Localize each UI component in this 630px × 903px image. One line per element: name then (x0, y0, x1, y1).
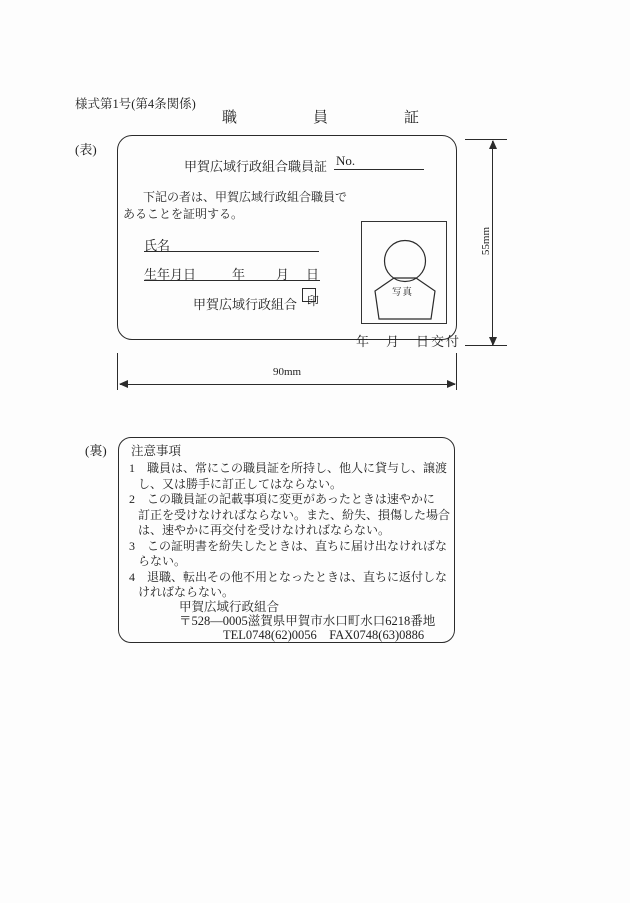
note-line: 3 この証明書を紛失したときは、直ちに届け出なければな (129, 538, 448, 553)
dimension-tick-top (465, 139, 507, 140)
card-width-label: 90mm (272, 366, 302, 378)
document-title: 職員証 (222, 110, 496, 126)
form-number-label: 様式第1号(第4条関係) (75, 97, 196, 111)
note-line: し、又は勝手に訂正してはならない。 (138, 476, 343, 491)
org-tel-fax: TEL0748(62)0056 FAX0748(63)0886 (223, 628, 425, 642)
front-side-label: (表) (75, 142, 97, 157)
certification-line-2: あることを証明する。 (123, 207, 244, 221)
issuing-org-label: 甲賀広域行政組合 (193, 297, 298, 312)
arrowhead-left-icon (119, 380, 128, 388)
birthdate-field (144, 261, 320, 281)
card-number-label: No. (336, 153, 356, 168)
note-line: 1 職員は、常にこの職員証を所持し、他人に貸与し、譲渡 (129, 461, 448, 475)
note-line: は、速やかに再交付を受けなければならない。 (138, 523, 391, 537)
card-title: 甲賀広域行政組合職員証 (184, 159, 328, 174)
note-line: 訂正を受けなければならない。また、紛失、損傷した場合 (138, 507, 451, 522)
arrowhead-down-icon (489, 337, 497, 346)
dimension-tick-bottom (465, 345, 507, 346)
certification-line-1: 下記の者は、甲賀広域行政組合職員で (143, 190, 348, 204)
day-label: 日 (306, 267, 320, 282)
dimension-tick-right (456, 353, 457, 390)
photo-frame (361, 221, 447, 324)
card-number-field (334, 149, 424, 170)
note-line: 4 退職、転出その他不用となったときは、直ちに返付しな (129, 569, 448, 584)
notes-header: 注意事項 (131, 444, 182, 458)
month-label: 月 (276, 267, 290, 282)
arrowhead-up-icon (489, 140, 497, 149)
person-silhouette-icon (362, 222, 448, 325)
id-card-front (117, 135, 462, 349)
name-label: 氏名 (144, 238, 171, 253)
note-line: ければならない。 (138, 585, 235, 599)
issue-date-label: 年 月 日交付 (356, 334, 462, 349)
notes-list (129, 461, 450, 601)
dimension-tick-left (117, 353, 118, 390)
dimension-line-vertical (492, 141, 493, 345)
birthdate-label: 生年月日 (144, 267, 197, 282)
certification-text (123, 189, 347, 223)
card-height-label: 55mm (480, 226, 492, 256)
dimension-line-horizontal (120, 384, 455, 385)
id-card-back (118, 437, 455, 643)
back-side-label: (裏) (85, 443, 107, 458)
photo-label: 写真 (392, 288, 414, 298)
note-line: らない。 (138, 554, 187, 568)
note-line: 2 この職員証の記載事項に変更があったときは速やかに (129, 492, 435, 506)
name-field (144, 232, 319, 252)
org-address: 〒528—0005滋賀県甲賀市水口町水口6218番地 (179, 614, 436, 628)
arrowhead-right-icon (447, 380, 456, 388)
org-name: 甲賀広域行政組合 (179, 600, 280, 614)
year-label: 年 (232, 267, 246, 282)
seal-mark: 印 (307, 294, 320, 308)
